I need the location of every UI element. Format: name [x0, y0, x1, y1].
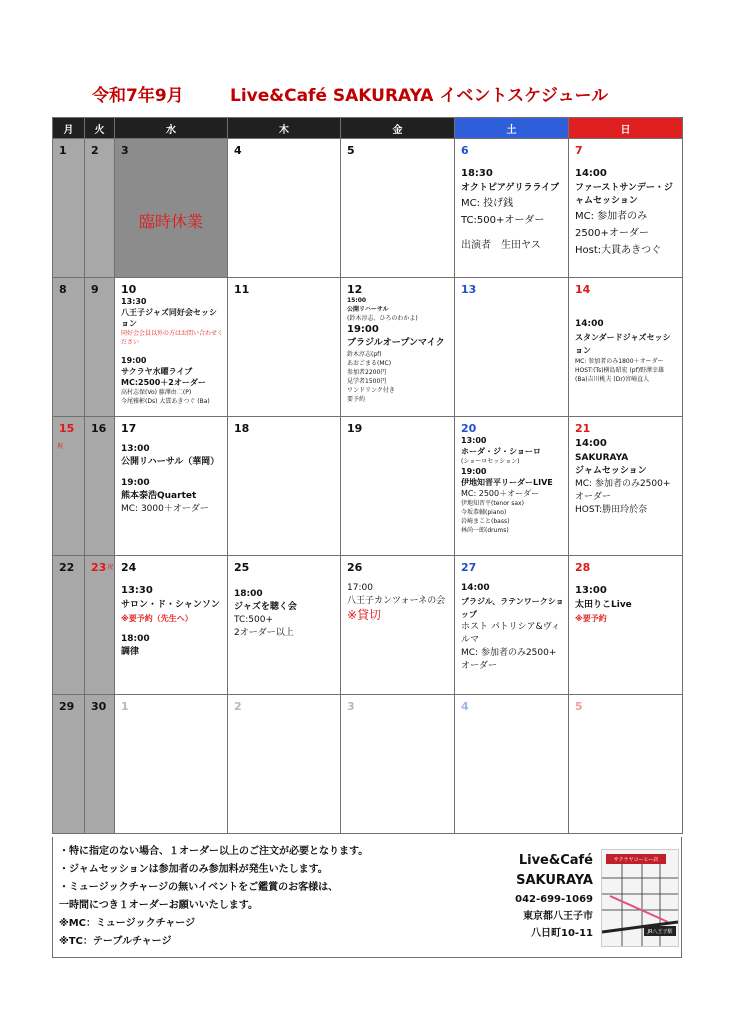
day-number: 26: [347, 561, 363, 574]
event-time: 18:00: [121, 634, 150, 644]
event-time: 19:00: [121, 356, 147, 365]
shop-info: [473, 851, 593, 942]
day-cell: [341, 139, 455, 278]
event-time: 18:00: [234, 589, 263, 599]
event-detail: ワンドリンク付き: [347, 387, 395, 394]
event-title: ブラジル、ラテンワークショップ: [461, 597, 564, 619]
day-number: 13: [461, 283, 477, 296]
week-row: [53, 278, 683, 417]
event-detail: 伊地知晋平(tenor sax): [461, 500, 524, 507]
event-detail: HOST:(Ts)横島昭宏 (pf)野澤幸雄: [575, 367, 665, 374]
event-title: 八王子ジャズ同好会セッション: [121, 308, 217, 328]
page-title: [52, 82, 682, 110]
event-title: サロン・ド・シャンソン: [121, 600, 220, 610]
day-number: 18: [234, 422, 250, 435]
day-cell: [228, 139, 341, 278]
weekday-wed: 水: [115, 118, 228, 139]
event-detail: オーダー: [575, 492, 612, 502]
event-time: 15:00: [347, 297, 367, 304]
day-number: 3: [347, 700, 355, 713]
day-number: 10: [121, 283, 137, 296]
event-title: SAKURAYA: [575, 453, 629, 463]
map-station-label: JR八王子駅: [647, 929, 673, 935]
event-title: ブラジルオープンマイク: [347, 338, 445, 348]
calendar: [52, 117, 683, 834]
day-cell: [115, 417, 228, 556]
day-number: 11: [234, 283, 250, 296]
holiday-mark: 祝: [107, 564, 114, 571]
map-drawing: [602, 850, 678, 946]
event: [455, 574, 568, 673]
event-detail: 鈴木淳志(pf): [347, 351, 382, 358]
event-detail: Host:大貫あきつぐ: [575, 245, 662, 256]
day-number: 25: [234, 561, 250, 574]
day-number: 22: [59, 561, 75, 574]
day-number: 23: [91, 561, 107, 574]
week-row: [53, 695, 683, 834]
event-title: スタンダードジャズセッション: [575, 333, 671, 355]
event-detail: 今坂恭輔(piano): [461, 509, 507, 516]
day-number: 4: [461, 700, 469, 713]
event: [228, 574, 340, 640]
day-cell: [455, 278, 569, 417]
day-number: 6: [461, 144, 469, 157]
day-number: 12: [347, 283, 363, 296]
week-row: [53, 139, 683, 278]
event-title: 伊地知晋平リーダーLIVE: [461, 478, 553, 487]
event-detail: 2500+オーダー: [575, 228, 649, 239]
note-line: ・ミュージックチャージの無いイベントをご鑑賞のお客様は、: [59, 882, 339, 893]
event-title: ファーストサンデー・ジャムセッション: [575, 183, 673, 206]
day-number: 8: [59, 283, 67, 296]
day-cell: [53, 417, 85, 556]
event-detail: 出演者 生田ヤス: [461, 240, 541, 251]
day-cell: [228, 556, 341, 695]
day-cell: [85, 139, 115, 278]
event-detail: (Ba)吉川桃夫 (Dr)宮崎直人: [575, 376, 650, 383]
event-note: ※要予約（先生へ）: [121, 614, 193, 623]
event-note: ※要予約: [575, 614, 607, 623]
day-cell: [53, 139, 85, 278]
event-title: 公開リハーサル: [347, 306, 389, 313]
shop-address: 東京都八王子市: [523, 911, 593, 922]
day-number: 7: [575, 144, 583, 157]
event-detail: MC: 参加者のみ2500+: [575, 479, 671, 489]
event: [569, 574, 682, 625]
day-number: 2: [91, 144, 99, 157]
weekday-tue: 火: [85, 118, 115, 139]
event: [569, 296, 682, 384]
day-number: 24: [121, 561, 137, 574]
event-time: 14:00: [575, 168, 607, 179]
day-cell: [455, 556, 569, 695]
day-number: 1: [121, 700, 129, 713]
day-number: 29: [59, 700, 75, 713]
day-cell: [569, 556, 683, 695]
event-detail: MC: 参加者のみ1800＋オーダー: [575, 358, 664, 365]
day-cell: [115, 556, 228, 695]
event-detail: 岩崎まこと(bass): [461, 518, 510, 525]
event-title: 八王子カンツォーネの会: [347, 596, 446, 606]
day-number: 3: [121, 144, 129, 157]
note-line: ・特に指定のない場合、１オーダー以上のご注文が必要となります。: [59, 846, 369, 857]
day-cell: [228, 278, 341, 417]
event: [455, 157, 568, 254]
event-detail: MC: 3000＋オーダー: [121, 504, 209, 514]
day-cell: [455, 139, 569, 278]
day-number: 19: [347, 422, 363, 435]
event-title: 太田りこLive: [575, 600, 632, 610]
day-cell: [569, 695, 683, 834]
event-time: 14:00: [461, 583, 490, 593]
weekday-mon: 月: [53, 118, 85, 139]
day-number: 27: [461, 561, 477, 574]
event-detail: ホスト パトリシア&ヴィルマ: [461, 622, 561, 645]
note-line: ※MC：ミュージックチャージ: [59, 918, 196, 929]
closure-notice: 臨時休業: [138, 212, 203, 231]
event-title: サクラヤ水曜ライブ: [121, 367, 193, 376]
event-title: オクトピアゲリラライブ: [461, 183, 560, 193]
event-time: 13:30: [121, 585, 153, 596]
event-detail: TC:500+: [234, 615, 274, 625]
day-cell: [455, 417, 569, 556]
event-title: ホーダ・ジ・ショーロ: [461, 447, 541, 456]
event: [569, 157, 682, 259]
event-detail: 2オーダー以上: [234, 628, 294, 638]
note-line: 一時間につき１オーダーお願いいたします。: [59, 900, 258, 911]
event-note: ※貸切: [347, 608, 382, 622]
day-cell: [455, 695, 569, 834]
weekday-sat: 土: [455, 118, 569, 139]
event-time: 19:00: [121, 478, 150, 488]
event-detail: TC:500+オーダー: [461, 215, 545, 226]
event-detail: 要予約: [347, 396, 366, 403]
event-detail: 今尾雅彬(Ds) 大貫あきつぐ (Ba): [121, 398, 210, 405]
note-line: ・ジャムセッションは参加者のみ参加料が発生いたします。: [59, 864, 328, 875]
event-time: 18:30: [461, 168, 493, 179]
day-number: 4: [234, 144, 242, 157]
shop-phone: 042-699-1069: [515, 894, 593, 905]
weekday-thu: 木: [228, 118, 341, 139]
event-title: 調律: [121, 647, 140, 657]
event: [455, 435, 568, 535]
event-detail: MC:2500＋2オーダー: [121, 378, 206, 387]
day-cell: [341, 695, 455, 834]
event-detail: (鈴木淳志、ひろのわかよ): [347, 315, 418, 322]
day-number: 9: [91, 283, 99, 296]
event-title: 熊本泰浩Quartet: [121, 491, 197, 501]
event-detail: HOST:勝田玲於奈: [575, 505, 648, 515]
event-time: 14:00: [575, 319, 604, 329]
shop-address: 八日町10-11: [531, 928, 593, 939]
day-number: 15: [59, 422, 75, 435]
event-detail: オーダー: [461, 661, 498, 671]
event: [341, 574, 454, 623]
day-cell: [228, 695, 341, 834]
event-title: ジャズを聴く会: [234, 602, 297, 612]
event: [115, 574, 227, 659]
note-line: ※TC：テーブルチャージ: [59, 936, 172, 947]
day-cell: [85, 556, 115, 695]
day-number: 1: [59, 144, 67, 157]
event-time: 13:00: [575, 585, 607, 596]
day-cell: [85, 417, 115, 556]
weekday-sun: 日: [569, 118, 683, 139]
day-number: 5: [575, 700, 583, 713]
day-cell: [85, 278, 115, 417]
event-time: 19:00: [461, 467, 487, 476]
event: [115, 296, 227, 406]
day-cell: [569, 417, 683, 556]
event-note: 同好会会員以外の方はお問い合わせください: [121, 330, 224, 346]
day-number: 2: [234, 700, 242, 713]
event-time: 13:00: [461, 436, 487, 445]
event-detail: 参加者2200円: [347, 369, 387, 376]
event-detail: MC: 参加者のみ: [575, 211, 648, 222]
day-cell: [569, 278, 683, 417]
day-number: 17: [121, 422, 137, 435]
event-time: 19:00: [347, 324, 379, 335]
event-detail: あおごまる(MC): [347, 360, 392, 367]
day-cell: [115, 278, 228, 417]
event-time: 13:30: [121, 297, 147, 306]
day-cell: [53, 695, 85, 834]
weekday-header: [53, 118, 683, 139]
day-cell: [341, 278, 455, 417]
day-number: 21: [575, 422, 591, 435]
event-detail: 林尚一郎(drums): [461, 527, 509, 534]
event-detail: 見学者1500円: [347, 378, 387, 385]
event-detail: (ショーロセッション): [461, 458, 520, 465]
shop-name: SAKURAYA: [516, 873, 593, 888]
day-cell: [569, 139, 683, 278]
day-cell: [341, 417, 455, 556]
event-time: 17:00: [347, 583, 373, 593]
holiday-mark: 祝: [57, 443, 64, 450]
map-image: [601, 849, 679, 947]
day-cell: [228, 417, 341, 556]
event-title: 公開リハーサル（華岡）: [121, 457, 220, 467]
day-number: 5: [347, 144, 355, 157]
event: [341, 296, 454, 404]
day-number: 28: [575, 561, 591, 574]
shop-name: Live&Café: [518, 853, 593, 868]
event-detail: MC: 2500＋オーダー: [461, 489, 540, 498]
event-time: 13:00: [121, 444, 150, 454]
day-cell: [53, 278, 85, 417]
week-row: [53, 417, 683, 556]
event-detail: 高村志保(Vo) 藤澤由二(P): [121, 389, 192, 396]
day-cell: [115, 139, 228, 278]
event-title: ジャムセッション: [575, 466, 647, 476]
footer: [52, 837, 682, 958]
day-number: 20: [461, 422, 477, 435]
map-label: サクラヤコーヒー店: [613, 857, 659, 863]
day-number: 14: [575, 283, 591, 296]
day-cell: [341, 556, 455, 695]
event: [115, 435, 227, 516]
event: [569, 435, 682, 517]
weekday-fri: 金: [341, 118, 455, 139]
title-venue: Live&Café SAKURAYA イベントスケジュール: [230, 86, 609, 106]
event-detail: MC: 投げ銭: [461, 198, 514, 209]
notes: [59, 843, 469, 951]
event-detail: MC: 参加者のみ2500+: [461, 648, 557, 658]
event-time: 14:00: [575, 438, 607, 449]
day-cell: [85, 695, 115, 834]
day-cell: [115, 695, 228, 834]
day-number: 16: [91, 422, 107, 435]
week-row: [53, 556, 683, 695]
title-month: 令和7年9月: [92, 86, 184, 106]
day-number: 30: [91, 700, 107, 713]
day-cell: [53, 556, 85, 695]
